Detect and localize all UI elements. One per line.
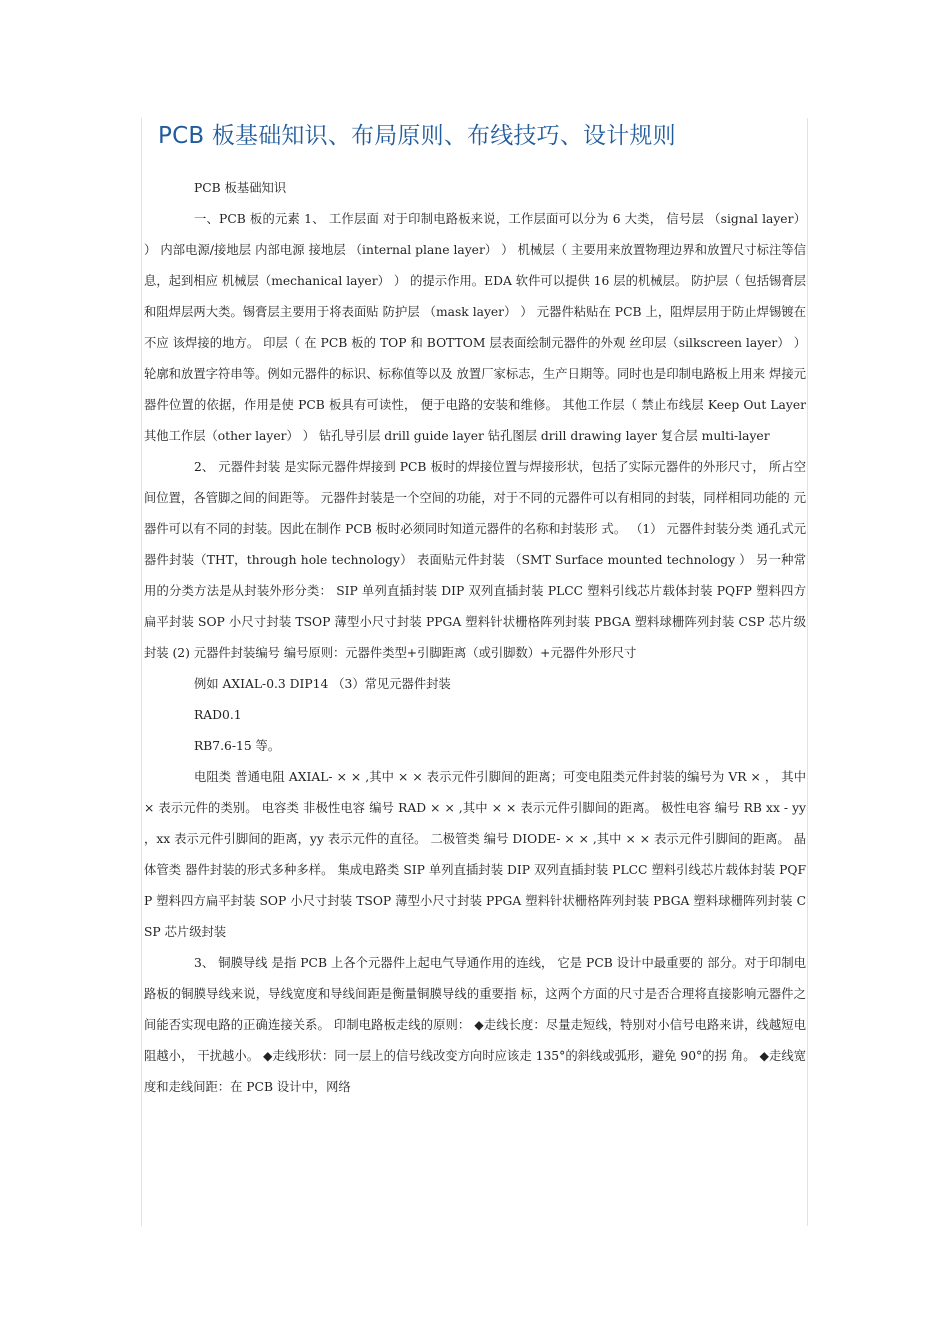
paragraph-package-example: 例如 AXIAL-0.3 DIP14 （3）常见元器件封装	[194, 677, 451, 691]
paragraph-component-packages: 2、 元器件封装 是实际元器件焊接到 PCB 板时的焊接位置与焊接形状，包括了实际元器件的外形尺寸， 所占空间位置，各管脚之间的间距等。 元器件封装是一个空间的功能，对于不同的元器件可以有相同的封装，同样相同功能的 元器件可以有不同的封装。因此在制作 PCB 板时必须同时知道元器件的名称和封装形 式。 （1） 元器件封装分类 通孔式元器件封装（THT，through hole technology） 表面贴元件封装 （SMT Surface mounted technology ） 另一种常用的分类方法是从封装外形分类： SIP 单列直插封装 DIP 双列直插封装 PLCC 塑料引线芯片载体封装 PQFP 塑料四方扁平封装 SOP 小尺寸封装 TSOP 薄型小尺寸封装 PPGA 塑料针状栅格阵列封装 PBGA 塑料球栅阵列封装 CSP 芯片级封装 (2) 元器件封装编号 编号原则：元器件类型+引脚距离（或引脚数）+元器件外形尺寸	[144, 460, 806, 660]
paragraph-section-heading: PCB 板基础知识	[194, 181, 287, 195]
document-body	[144, 173, 806, 1103]
document-title: PCB 板基础知识、布局原则、布线技巧、设计规则	[158, 123, 676, 149]
paragraph-rb: RB7.6-15 等。	[194, 739, 281, 753]
paragraph-work-layers: 一、PCB 板的元素 1、 工作层面 对于印制电路板来说，工作层面可以分为 6 大类， 信号层 （signal layer） ） 内部电源/接地层 内部电源 接地层 （internal plane layer） ） 机械层（ 主要用来放置物理边界和放置尺寸标注等信息，起到相应 机械层（mechanical layer） ） 的提示作用。EDA 软件可以提供 16 层的机械层。 防护层（ 包括锡膏层和阻焊层两大类。锡膏层主要用于将表面贴 防护层 （mask layer） ） 元器件粘贴在 PCB 上，阻焊层用于防止焊锡镀在不应 该焊接的地方。 印层（ 在 PCB 板的 TOP 和 BOTTOM 层表面绘制元器件的外观 丝印层（silkscreen layer） ） 轮廓和放置字符串等。例如元器件的标识、标称值等以及 放置厂家标志，生产日期等。同时也是印制电路板上用来 焊接元器件位置的依据，作用是使 PCB 板具有可读性， 便于电路的安装和维修。 其他工作层（ 禁止布线层 Keep Out Layer 其他工作层（other layer） ） 钻孔导引层 drill guide layer 钻孔图层 drill drawing layer 复合层 multi-layer	[144, 212, 806, 443]
paragraph-rad: RAD0.1	[194, 708, 242, 722]
paragraph-copper-traces: 3、 铜膜导线 是指 PCB 上各个元器件上起电气导通作用的连线， 它是 PCB 设计中最重要的 部分。对于印制电路板的铜膜导线来说，导线宽度和导线间距是衡量铜膜导线的重要指 标，这两个方面的尺寸是否合理将直接影响元器件之间能否实现电路的正确连接关系。 印制电路板走线的原则： ◆走线长度：尽量走短线，特别对小信号电路来讲，线越短电阻越小， 干扰越小。 ◆走线形状：同一层上的信号线改变方向时应该走 135°的斜线或弧形，避免 90°的拐 角。 ◆走线宽度和走线间距：在 PCB 设计中，网络	[144, 956, 806, 1094]
paragraph-common-packages: 电阻类 普通电阻 AXIAL- × × ,其中 × × 表示元件引脚间的距离；可变电阻类元件封装的编号为 VR × ， 其中 × 表示元件的类别。 电容类 非极性电容 编号 RAD × × ,其中 × × 表示元件引脚间的距离。 极性电容 编号 RB xx - yy ，xx 表示元件引脚间的距离，yy 表示元件的直径。 二极管类 编号 DIODE- × × ,其中 × × 表示元件引脚间的距离。 晶体管类 器件封装的形式多种多样。 集成电路类 SIP 单列直插封装 DIP 双列直插封装 PLCC 塑料引线芯片载体封装 PQFP 塑料四方扁平封装 SOP 小尺寸封装 TSOP 薄型小尺寸封装 PPGA 塑料针状栅格阵列封装 PBGA 塑料球栅阵列封装 CSP 芯片级封装	[144, 770, 806, 939]
